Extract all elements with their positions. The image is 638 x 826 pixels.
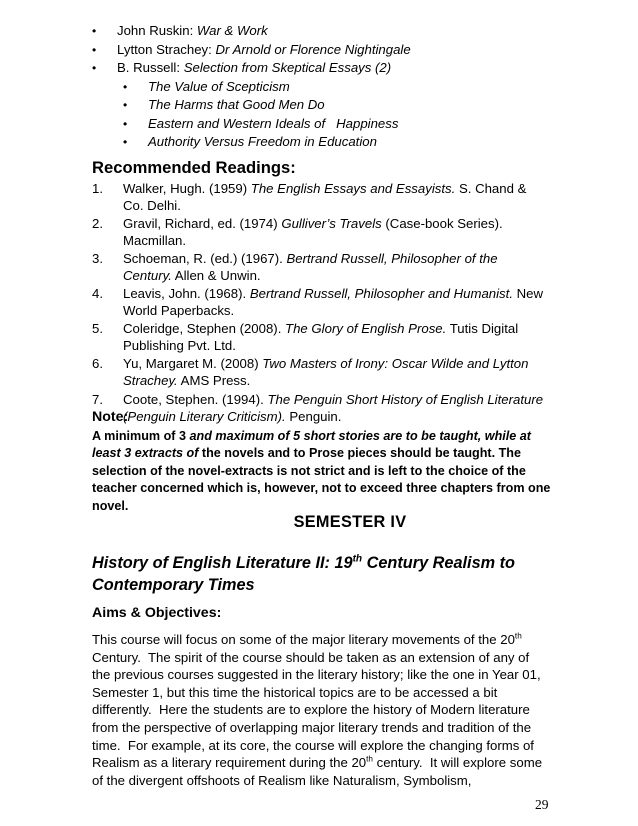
reading-list: [92, 180, 562, 426]
course-title: History of English Literature II: 19th Century Realism to Contemporary Times: [92, 553, 515, 594]
aims-paragraph: This course will focus on some of the major literary movements of the 20th Century. The spirit of the course should be taken as an extension of any of the previous courses suggested in the literary history; like the one in Year 01, Semester 1, but this time the historical topics are to be accessed a bit differently. Here the students are to explore the history of Modern literature from the perspective of overlapping major literary trends and tradition of the time. For example, at its core, the course will explore the changing forms of Realism as a literary requirement during the 20th century. It will explore some of the divergent offshoots of Realism like Naturalism, Symbolism,: [92, 631, 543, 788]
recommended-readings-heading: Recommended Readings:: [92, 158, 296, 177]
reading-item: 2. Gravil, Richard, ed. (1974) Gulliver’s Travels (Case-book Series). Macmillan.: [92, 216, 503, 249]
semester-heading: SEMESTER IV: [293, 513, 407, 531]
reading-item: 6. Yu, Margaret M. (2008) Two Masters of Irony: Oscar Wilde and Lytton Strachey. AMS Press.: [92, 356, 529, 389]
bullet-icon: •: [123, 79, 128, 94]
bullet-icon: •: [123, 116, 128, 131]
sub-list-item: • Eastern and Western Ideals of Happiness: [92, 115, 612, 134]
sub-list-item: • The Harms that Good Men Do: [92, 96, 612, 115]
list-item: • Lytton Strachey: Dr Arnold or Florence Nightingale: [92, 41, 612, 60]
reading-item: 5. Coleridge, Stephen (2008). The Glory of English Prose. Tutis Digital Publishing Pvt. Ltd.: [92, 321, 519, 354]
note-heading: Note:: [92, 409, 129, 425]
note-text: A minimum of 3 and maximum of 5 short stories are to be taught, while at least 3 extracts of the novels and to Prose pieces should be taught. The selection of the novel-extracts is not strict and is left to the choice of the teacher concerned which is, however, not to exceed three chapters from one novel.: [92, 429, 551, 513]
bullet-icon: •: [92, 42, 97, 57]
bullet-icon: •: [92, 24, 97, 38]
aims-objectives-heading: Aims & Objectives:: [92, 605, 222, 621]
reading-item: 4. Leavis, John. (1968). Bertrand Russell, Philosopher and Humanist. New World Paperbacks.: [92, 286, 544, 319]
list-item: • John Ruskin: War & Work: [92, 22, 612, 41]
sub-list-item: • The Value of Scepticism: [92, 78, 612, 97]
bullet-icon: •: [123, 135, 128, 149]
essay-bullet-list: [92, 22, 612, 152]
bullet-icon: •: [92, 61, 97, 75]
reading-item: 1. Walker, Hugh. (1959) The English Essays and Essayists. S. Chand & Co. Delhi.: [92, 181, 527, 213]
reading-item: 7. Coote, Stephen. (1994). The Penguin Short History of English Literature (Penguin Literary Criticism). Penguin.: [92, 391, 544, 424]
sub-list-item: • Authority Versus Freedom in Education: [92, 133, 612, 152]
page-number: 29: [535, 797, 549, 812]
bullet-icon: •: [123, 98, 128, 112]
list-item: • B. Russell: Selection from Skeptical Essays (2): [92, 59, 612, 78]
reading-item: 3. Schoeman, R. (ed.) (1967). Bertrand Russell, Philosopher of the Century. Allen & Unwin.: [92, 251, 498, 284]
